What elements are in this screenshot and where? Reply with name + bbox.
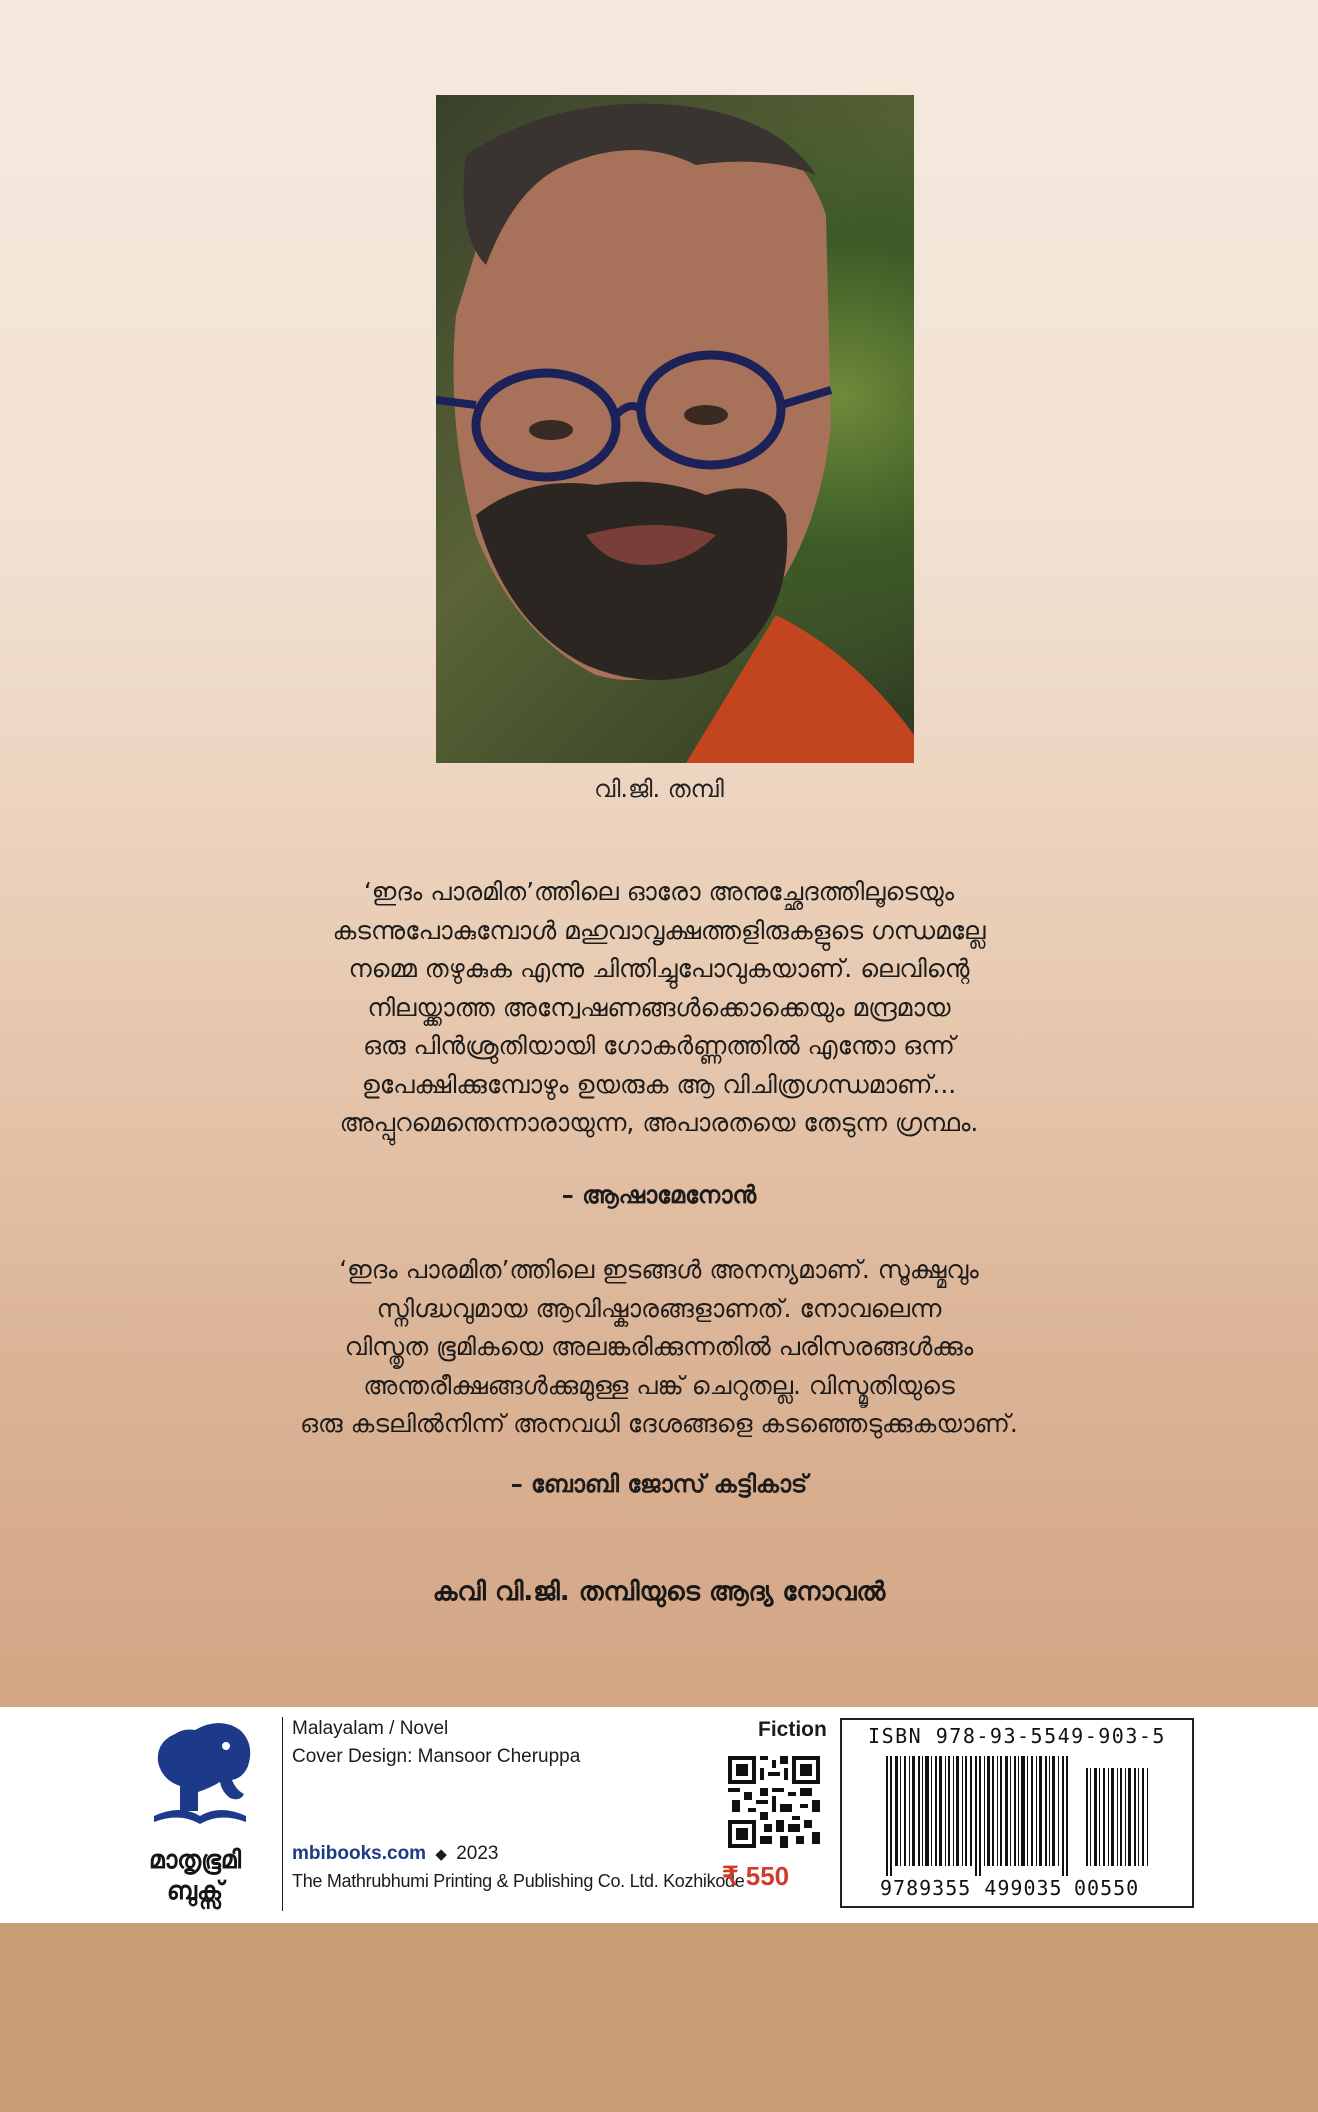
- website-line: [292, 1843, 498, 1865]
- publication-year: 2023: [456, 1843, 499, 1864]
- review-quote-2: [150, 1251, 1168, 1444]
- isbn-text: ISBN 978-93-5549-903-5: [868, 1724, 1166, 1748]
- quote-line: ‘ഇദം പാരമിത’ത്തിലെ ഇടങ്ങൾ അനന്യമാണ്. സൂക്ഷ്മവും: [339, 1255, 979, 1284]
- quote-line: ഒരു പിൻശ്രുതിയായി ഗോകർണ്ണത്തിൽ എന്തോ ഒന്ന്: [363, 1031, 955, 1060]
- price-label: ₹ 550: [722, 1861, 790, 1891]
- book-category: Malayalam / Novel: [292, 1718, 449, 1739]
- quote-line: കടന്നുപോകുമ്പോൾ മഹുവാവൃക്ഷത്തളിരുകളുടെ ഗന്ധമല്ലേ: [332, 915, 986, 945]
- publisher-elephant-logo: [140, 1716, 260, 1836]
- bottom-strip: [0, 1923, 1318, 2112]
- isbn-barcode: [840, 1718, 1194, 1908]
- publisher-logo-line-1: മാതൃഭൂമി: [148, 1845, 242, 1874]
- author-photo: [436, 95, 914, 763]
- separator: ◆: [435, 1846, 447, 1863]
- qr-code-icon: [728, 1756, 820, 1848]
- quote-1-attribution: – ആഷാമേനോൻ: [561, 1181, 757, 1209]
- barcode-bars: [852, 1756, 1186, 1876]
- quote-line: അപ്പുറമെന്തെന്നാരായുന്ന, അപാരതയെ തേടുന്ന ഗ്രന്ഥം.: [339, 1108, 979, 1137]
- cover-design-credit: Cover Design: Mansoor Cheruppa: [292, 1746, 581, 1767]
- book-tagline: കവി വി.ജി. തമ്പിയുടെ ആദ്യ നോവൽ: [432, 1577, 886, 1607]
- website-link[interactable]: mbibooks.com: [292, 1843, 427, 1864]
- quote-line: വിസ്തൃത ഭൂമികയെ അലങ്കരിക്കുന്നതിൽ പരിസരങ്ങൾക്കും: [344, 1332, 974, 1361]
- author-caption: വി.ജി. തമ്പി: [594, 775, 724, 803]
- publisher-name: The Mathrubhumi Printing & Publishing Co. Ltd. Kozhikode: [292, 1871, 745, 1891]
- quote-line: ഒരു കടലിൽനിന്ന് അനവധി ദേശങ്ങളെ കടഞ്ഞെടുക്കുകയാണ്.: [300, 1409, 1018, 1438]
- review-quote-1: [150, 873, 1168, 1143]
- publisher-logo-line-2: ബുക്സ്: [166, 1876, 224, 1905]
- quote-line: നിലയ്ക്കാത്ത അന്വേഷണങ്ങൾക്കൊക്കെയും മന്ദ്രമായ: [367, 992, 951, 1022]
- quote-line: ‘ഇദം പാരമിത’ത്തിലെ ഓരോ അനുച്ഛേദത്തിലൂടെയും: [363, 877, 955, 906]
- quote-line: അന്തരീക്ഷങ്ങൾക്കുമുള്ള പങ്ക് ചെറുതല്ല. വിസ്മൃതിയുടെ: [363, 1370, 955, 1400]
- genre-label: Fiction: [758, 1718, 827, 1741]
- quote-2-attribution: – ബോബി ജോസ് കട്ടികാട്: [510, 1470, 808, 1498]
- divider: [282, 1717, 283, 1911]
- barcode-number: 9789355 499035: [880, 1876, 1063, 1900]
- barcode-addon-number: 00550: [1074, 1876, 1140, 1900]
- quote-line: നമ്മെ തഴുകുക എന്നു ചിന്തിച്ചുപോവുകയാണ്. ലെവിന്റെ: [348, 954, 970, 983]
- quote-line: ഉപേക്ഷിക്കുമ്പോഴും ഉയരുക ആ വിചിത്രഗന്ധമാണ്...: [361, 1069, 957, 1099]
- quote-line: സ്നിഗ്ദ്ധവുമായ ആവിഷ്കാരങ്ങളാണത്. നോവലെന്ന: [376, 1293, 942, 1323]
